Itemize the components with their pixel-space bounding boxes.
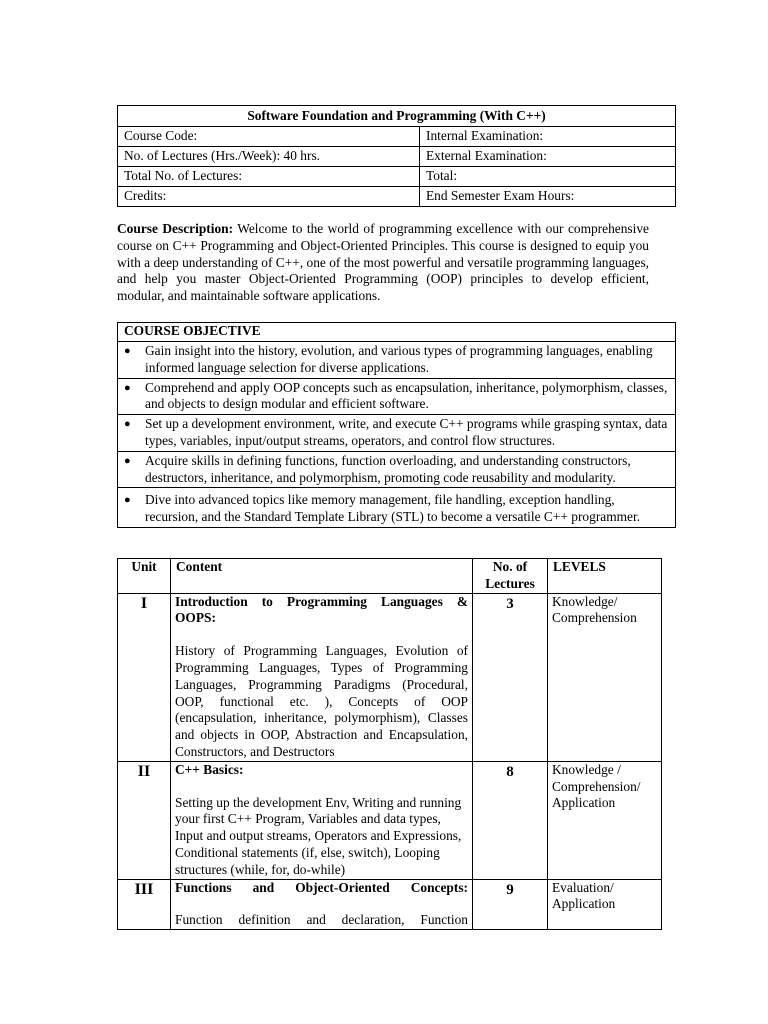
- objective-row: [118, 378, 676, 415]
- course-title: Software Foundation and Programming (With C++): [118, 106, 676, 127]
- objective-item: Acquire skills in defining functions, function overloading, and understanding constructors, destructors, inheritance, and polymorphism, promoting code reusability and modularity.: [145, 452, 631, 485]
- objective-row: [118, 342, 676, 379]
- info-row: [118, 127, 676, 147]
- unit-row: [118, 879, 662, 930]
- lectures-header: No. of Lectures: [473, 559, 548, 594]
- course-objective-table: [117, 322, 676, 528]
- total-lectures-cell: Total No. of Lectures:: [118, 167, 420, 187]
- objective-item: Set up a development environment, write, and execute C++ programs while grasping syntax, data types, variables, input/output streams, operators, and control flow structures.: [145, 416, 668, 448]
- objective-item: Gain insight into the history, evolution, and various types of programming languages, enabling informed language selection for diverse applications.: [145, 343, 653, 375]
- unit-levels: Knowledge/ Comprehension: [548, 593, 662, 761]
- unit-lectures: 3: [473, 593, 548, 761]
- unit-levels: Evaluation/ Application: [548, 879, 662, 930]
- info-row: [118, 167, 676, 187]
- unit-number: I: [118, 593, 171, 761]
- objective-item: Dive into advanced topics like memory management, file handling, exception handling, recursion, and the Standard Template Library (STL) to become a versatile C++ programmer.: [145, 492, 641, 525]
- unit-title: Introduction to Programming Languages & OOPS:: [175, 593, 468, 626]
- unit-body: History of Programming Languages, Evolution of Programming Languages, Types of Programming Languages, Programming Paradigms (Procedural, OOP, functional etc. ), Concepts of OOP (encapsulation, inheritance, polymorphism), Classes and objects in OOP, Abstraction and Encapsulation, Constructors, and Destructors: [175, 643, 468, 759]
- units-table: [117, 558, 662, 930]
- total-cell: Total:: [420, 167, 676, 187]
- unit-lectures: 8: [473, 761, 548, 879]
- unit-body: Setting up the development Env, Writing and running your first C++ Program, Variables and data types, Input and output streams, Operators and Expressions, Conditional statements (if, else, switch), Looping structures (while, for, do-while): [175, 794, 462, 877]
- unit-title: Functions and Object-Oriented Concepts:: [175, 879, 468, 895]
- content-header: Content: [171, 559, 473, 594]
- external-exam-cell: External Examination:: [420, 147, 676, 167]
- course-code-cell: Course Code:: [118, 127, 420, 147]
- objective-row: [118, 488, 676, 528]
- unit-lectures: 9: [473, 879, 548, 930]
- course-info-table: [117, 105, 676, 207]
- bullet-icon: ●: [124, 418, 131, 431]
- unit-row: [118, 761, 662, 879]
- description-label: Course Description:: [117, 221, 234, 236]
- bullet-icon: ●: [124, 381, 131, 394]
- unit-header: Unit: [118, 559, 171, 594]
- objective-row: [118, 415, 676, 452]
- description-text: Welcome to the world of programming excellence with our comprehensive course on C++ Programming and Object-Oriented Principles. This course is designed to equip you with a deep understanding of C++, one of the most powerful and versatile programming languages, and help you master Object-Oriented Programming (OOP) principles to develop efficient, modular, and maintainable software applications.: [117, 221, 649, 304]
- unit-title: C++ Basics:: [175, 761, 244, 777]
- unit-number: III: [118, 879, 171, 930]
- info-row: [118, 147, 676, 167]
- bullet-icon: ●: [124, 494, 131, 507]
- internal-exam-cell: Internal Examination:: [420, 127, 676, 147]
- unit-levels: Knowledge / Comprehension/ Application: [548, 761, 662, 879]
- units-header-row: [118, 559, 662, 594]
- objective-item: Comprehend and apply OOP concepts such as encapsulation, inheritance, polymorphism, classes, and objects to design modular and efficient software.: [145, 379, 668, 412]
- bullet-icon: ●: [124, 345, 131, 357]
- info-row: [118, 187, 676, 207]
- objective-row: [118, 451, 676, 488]
- exam-hours-cell: End Semester Exam Hours:: [420, 187, 676, 207]
- credits-cell: Credits:: [118, 187, 420, 207]
- lectures-per-week-cell: No. of Lectures (Hrs./Week): 40 hrs.: [118, 147, 420, 167]
- bullet-icon: ●: [124, 454, 131, 467]
- course-description: [117, 221, 649, 305]
- unit-body: Function definition and declaration, Function: [175, 912, 468, 928]
- levels-header: LEVELS: [548, 559, 662, 594]
- objective-heading: COURSE OBJECTIVE: [118, 323, 676, 342]
- unit-row: [118, 593, 662, 761]
- unit-number: II: [118, 761, 171, 879]
